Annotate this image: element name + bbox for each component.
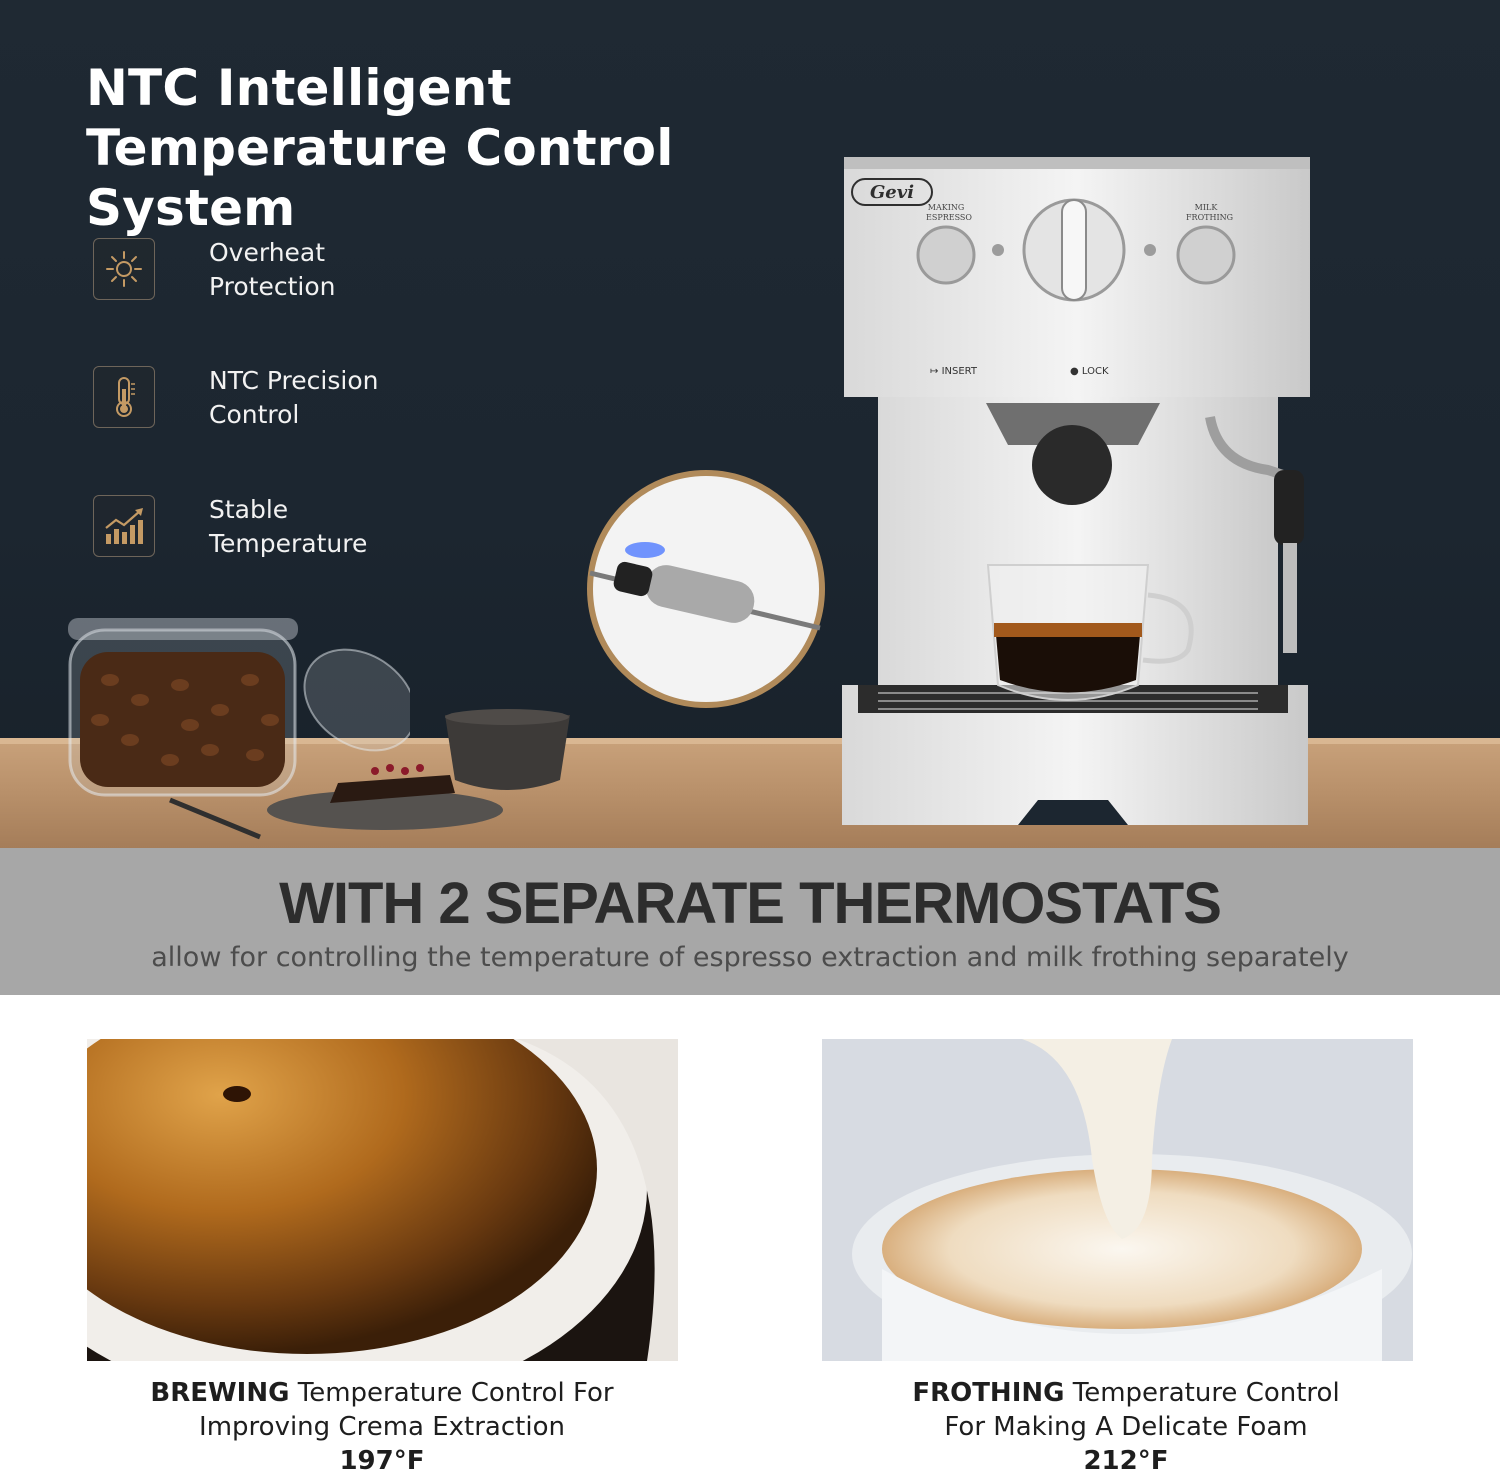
milk-frothing-label: MILK FROTHING xyxy=(1186,203,1233,222)
feature-ntc-precision xyxy=(93,366,513,432)
brewing-caption xyxy=(62,1376,702,1474)
banner-title: WITH 2 SEPARATE THERMOSTATS xyxy=(279,871,1221,936)
lock-label: ● LOCK xyxy=(1070,366,1109,377)
making-espresso-label: MAKING ESPRESSO xyxy=(926,203,972,222)
thermometer-icon xyxy=(93,366,155,428)
ntc-sensor-closeup xyxy=(585,468,827,710)
brand-logo: Gevi xyxy=(869,182,915,203)
frothing-caption xyxy=(806,1376,1446,1474)
frothing-text-2: For Making A Delicate Foam xyxy=(944,1412,1308,1442)
brewing-lead: BREWING xyxy=(150,1378,290,1408)
feature-overheat xyxy=(93,238,513,304)
dessert-plate-and-bowl xyxy=(160,705,580,845)
brewing-temperature: 197°F xyxy=(339,1446,425,1474)
thermostat-banner xyxy=(0,848,1500,995)
espresso-crema-photo xyxy=(87,1039,678,1361)
banner-subtitle: allow for controlling the temperature of espresso extraction and milk frothing separately xyxy=(151,942,1349,973)
insert-label: ↦ INSERT xyxy=(930,366,977,377)
espresso-machine xyxy=(838,145,1318,830)
brewing-text-2: Improving Crema Extraction xyxy=(199,1412,565,1442)
brewing-text-1: Temperature Control For xyxy=(289,1378,614,1408)
frothing-temperature: 212°F xyxy=(1083,1446,1169,1474)
feature-label: Stable Temperature xyxy=(209,495,368,558)
growth-chart-icon xyxy=(93,495,155,557)
feature-label: NTC Precision Control xyxy=(209,366,379,429)
frothing-lead: FROTHING xyxy=(912,1378,1065,1408)
hero-title: NTC Intelligent Temperature Control System xyxy=(86,59,674,237)
frothing-text-1: Temperature Control xyxy=(1064,1378,1340,1408)
feature-label: Overheat Protection xyxy=(209,238,336,301)
feature-stable-temperature xyxy=(93,495,513,561)
sun-icon xyxy=(93,238,155,300)
milk-froth-photo xyxy=(822,1039,1413,1361)
